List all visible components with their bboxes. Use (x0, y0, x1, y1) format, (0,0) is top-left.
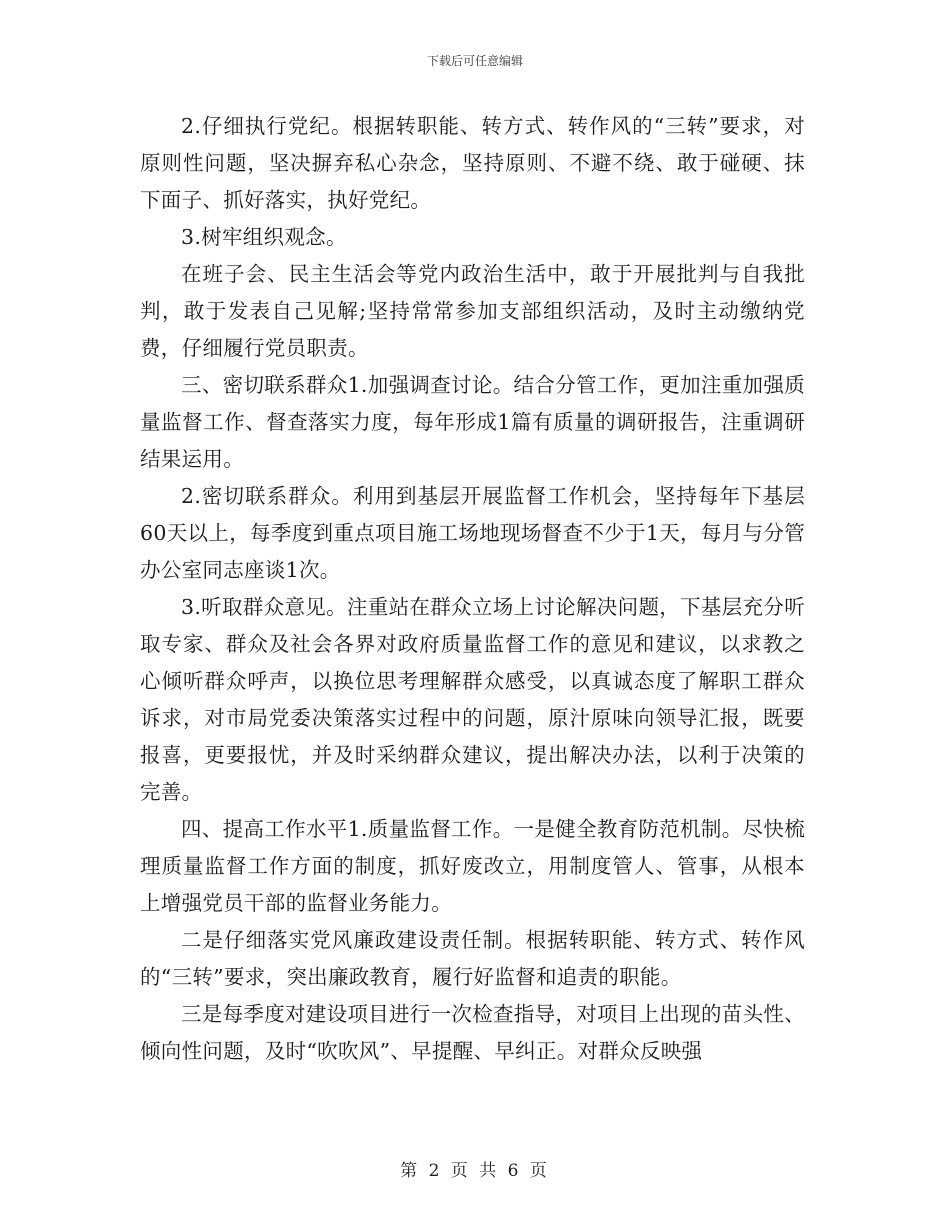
paragraph: 四、提高工作水平1.质量监督工作。一是健全教育防范机制。尽快梳理质量监督工作方面的制度，抓好废改立，用制度管人、管事，从根本上增强党员干部的监督业务能力。 (140, 817, 805, 915)
paragraph: 3.听取群众意见。注重站在群众立场上讨论解决问题，下基层充分听取专家、群众及社会各界对政府质量监督工作的意见和建议，以求教之心倾听群众呼声，以换位思考理解群众感受，以真诚态度了解职工群众诉求，对市局党委决策落实过程中的问题，原汁原味向领导汇报，既要报喜，更要报忧，并及时采纳群众建议，提出解决办法，以利于决策的完善。 (140, 595, 805, 804)
paragraph: 二是仔细落实党风廉政建设责任制。根据转职能、转方式、转作风的“三转”要求，突出廉政教育，履行好监督和追责的职能。 (140, 928, 805, 989)
paragraph: 三、密切联系群众1.加强调查讨论。结合分管工作，更加注重加强质量监督工作、督查落实力度，每年形成1篇有质量的调研报告，注重调研结果运用。 (140, 373, 805, 471)
document-body (140, 108, 805, 1070)
paragraph: 在班子会、民主生活会等党内政治生活中，敢于开展批判与自我批判，敢于发表自己见解;坚持常常参加支部组织活动，及时主动缴纳党费，仔细履行党员职责。 (140, 262, 805, 360)
paragraph: 3.树牢组织观念。 (181, 225, 347, 249)
paragraph: 三是每季度对建设项目进行一次检查指导，对项目上出现的苗头性、倾向性问题，及时“吹吹风”、早提醒、早纠正。对群众反映强 (140, 1002, 805, 1063)
page-header: 下载后可任意编辑 (426, 54, 523, 68)
paragraph: 2.仔细执行党纪。根据转职能、转方式、转作风的“三转”要求，对原则性问题，坚决摒弃私心杂念，坚持原则、不避不绕、敢于碰硬、抹下面子、抓好落实，执好党纪。 (140, 114, 805, 212)
paragraph: 2.密切联系群众。利用到基层开展监督工作机会，坚持每年下基层60天以上，每季度到重点项目施工场地现场督查不少于1天，每月与分管办公室同志座谈1次。 (140, 484, 805, 582)
page-number: 第 2 页 共 6 页 (400, 1161, 550, 1181)
